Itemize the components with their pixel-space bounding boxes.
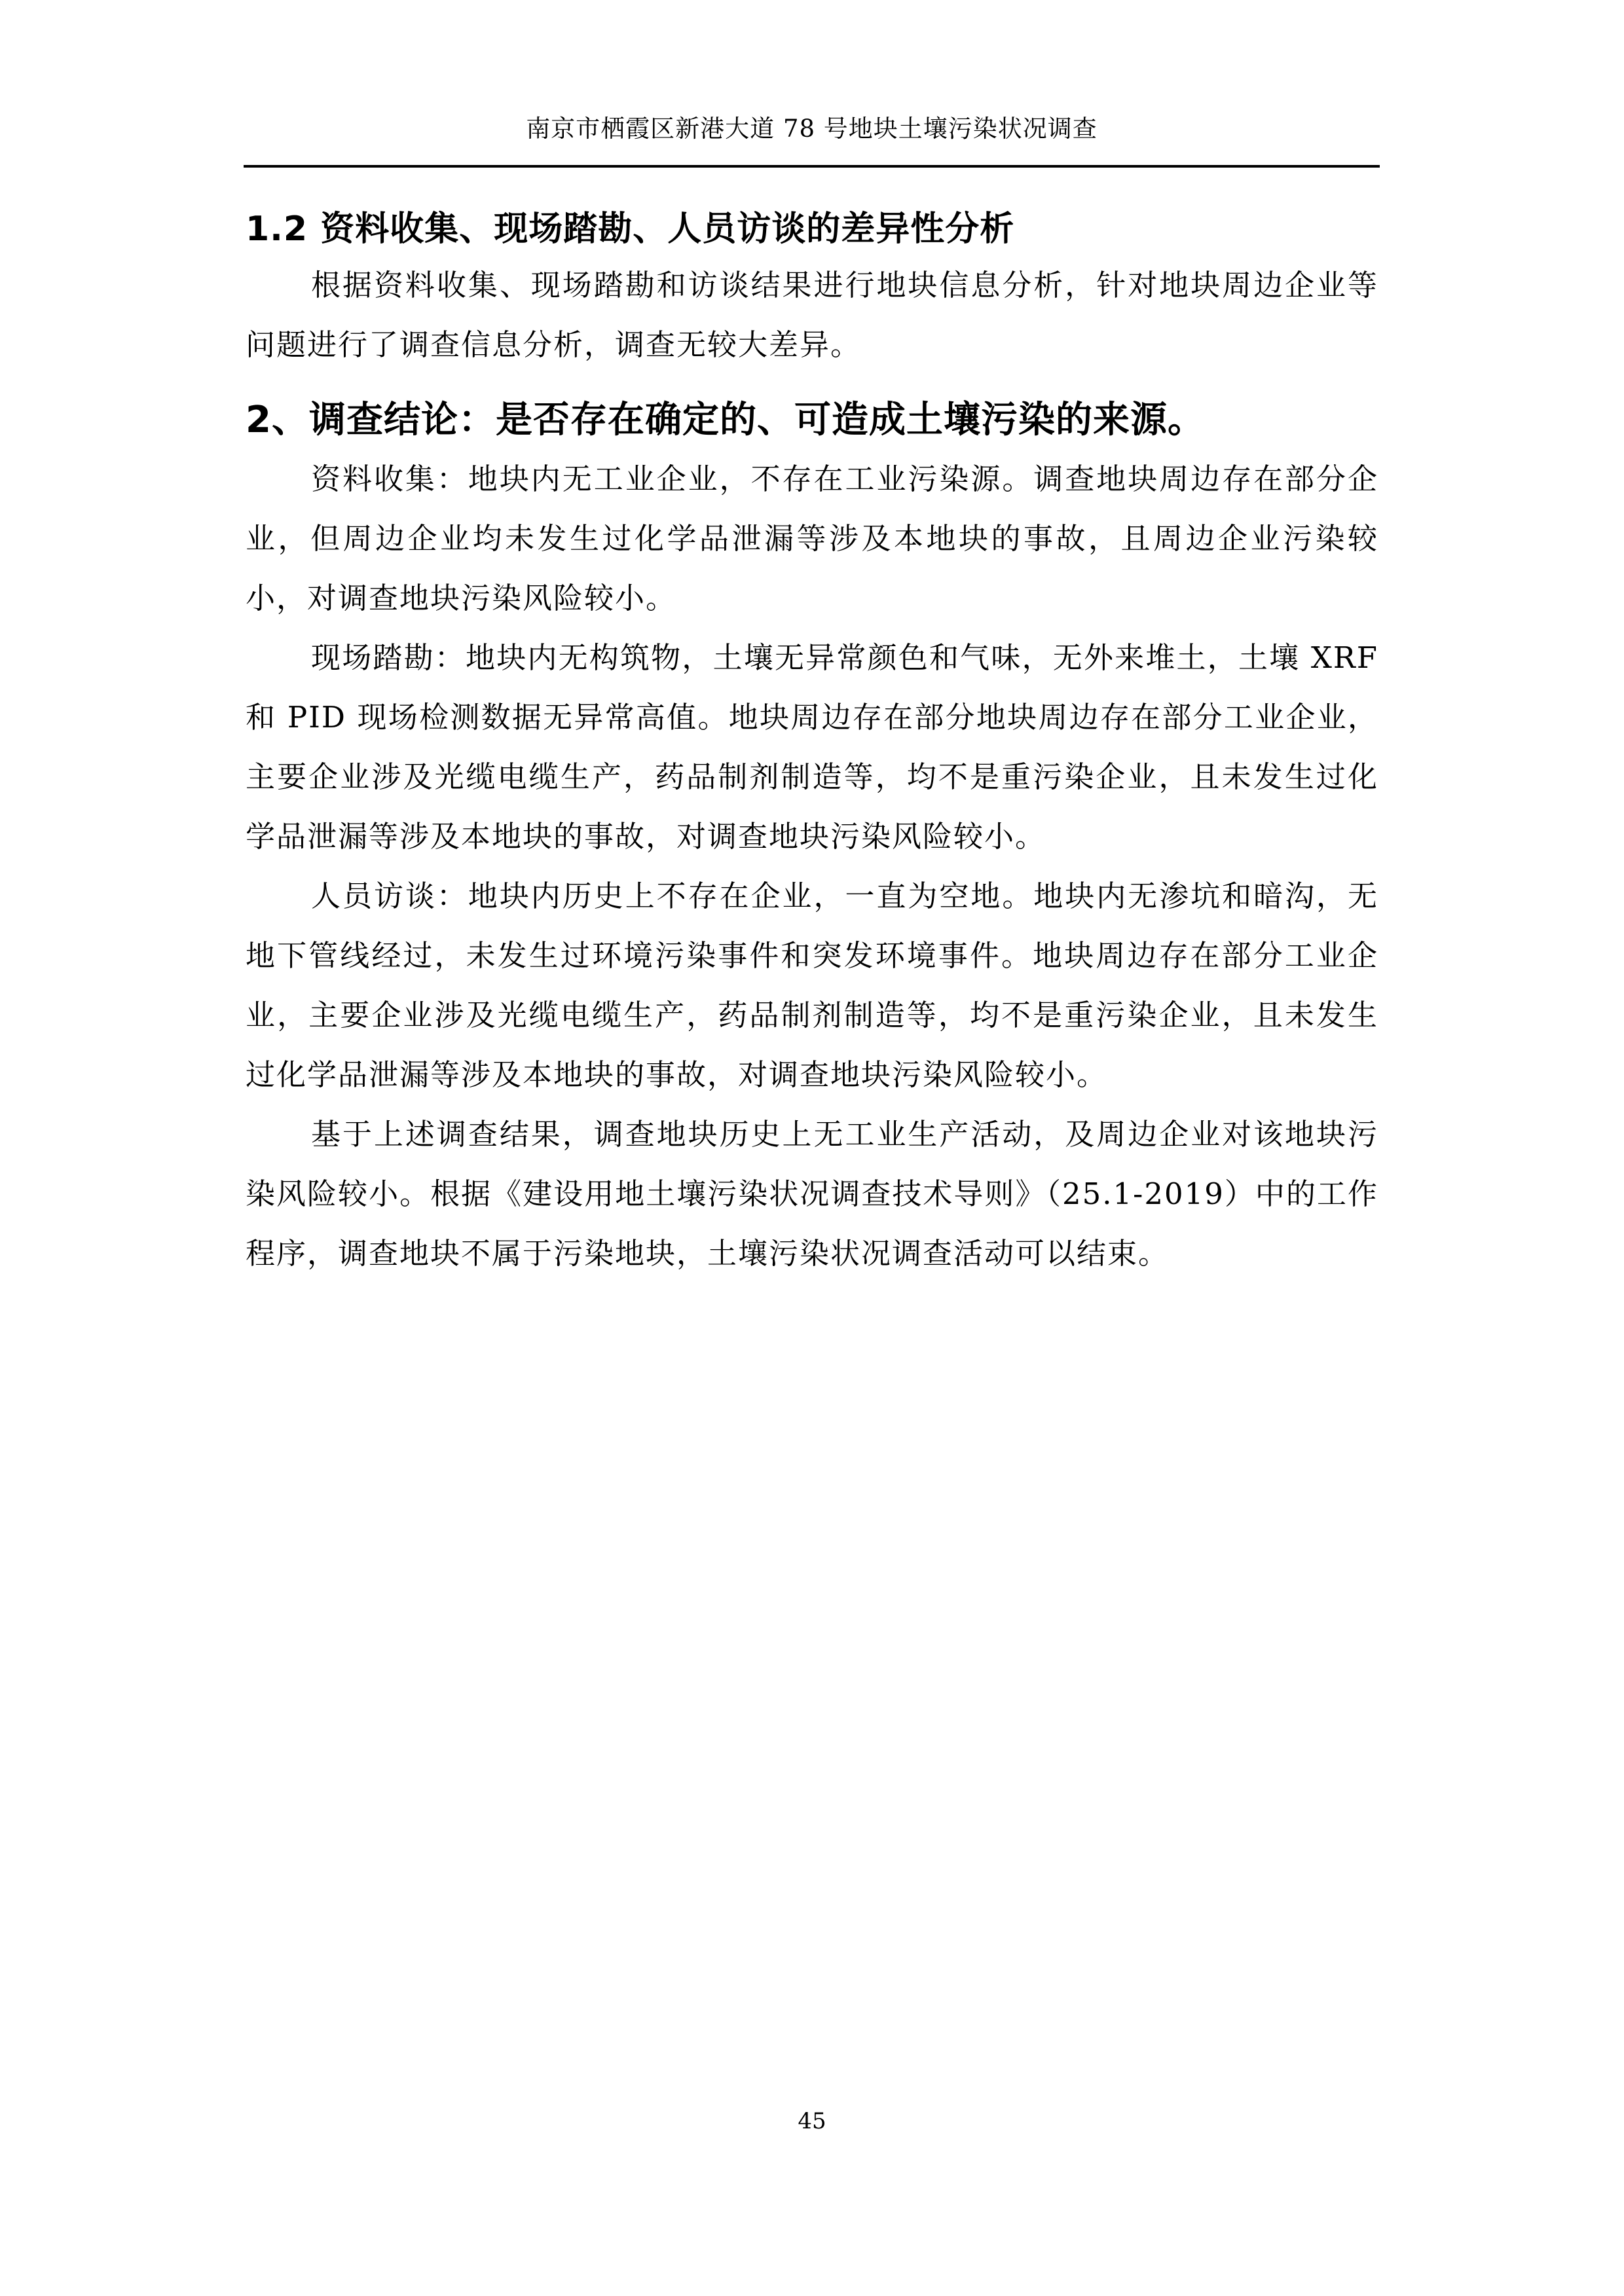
- section-heading-1-2: 1.2 资料收集、现场踏勘、人员访谈的差异性分析: [246, 210, 1015, 249]
- paragraph-interviews: 人员访谈：地块内历史上不存在企业，一直为空地。地块内无渗坑和暗沟，无地下管线经过，未发生过环境污染事件和突发环境事件。地块周边存在部分工业企业，主要企业涉及光缆电缆生产，药品制剂制造等，均不是重污染企业，且未发生过化学品泄漏等涉及本地块的事故，对调查地块污染风险较小。: [246, 879, 1378, 1092]
- paragraph-difference-analysis: 根据资料收集、现场踏勘和访谈结果进行地块信息分析，针对地块周边企业等问题进行了调查信息分析，调查无较大差异。: [246, 268, 1378, 362]
- page-number: 45: [798, 2108, 826, 2134]
- page-header-title: 南京市栖霞区新港大道 78 号地块土壤污染状况调查: [526, 115, 1098, 143]
- section-heading-conclusion: 2、调查结论：是否存在确定的、可造成土壤污染的来源。: [246, 399, 1205, 441]
- document-body: [246, 190, 1378, 1283]
- paragraph-final-conclusion: 基于上述调查结果，调查地块历史上无工业生产活动，及周边企业对该地块污染风险较小。根据《建设用地土壤污染状况调查技术导则》（25.1-2019）中的工作程序，调查地块不属于污染地块，土壤污染状况调查活动可以结束。: [246, 1117, 1378, 1271]
- header-divider: [244, 165, 1380, 168]
- paragraph-site-survey: 现场踏勘：地块内无构筑物，土壤无异常颜色和气味，无外来堆土，土壤 XRF 和 PID 现场检测数据无异常高值。地块周边存在部分地块周边存在部分工业企业，主要企业涉及光缆电缆生产，药品制剂制造等，均不是重污染企业，且未发生过化学品泄漏等涉及本地块的事故，对调查地块污染风险较小。: [246, 640, 1378, 854]
- paragraph-data-collection: 资料收集：地块内无工业企业，不存在工业污染源。调查地块周边存在部分企业，但周边企业均未发生过化学品泄漏等涉及本地块的事故，且周边企业污染较小，对调查地块污染风险较小。: [246, 462, 1378, 615]
